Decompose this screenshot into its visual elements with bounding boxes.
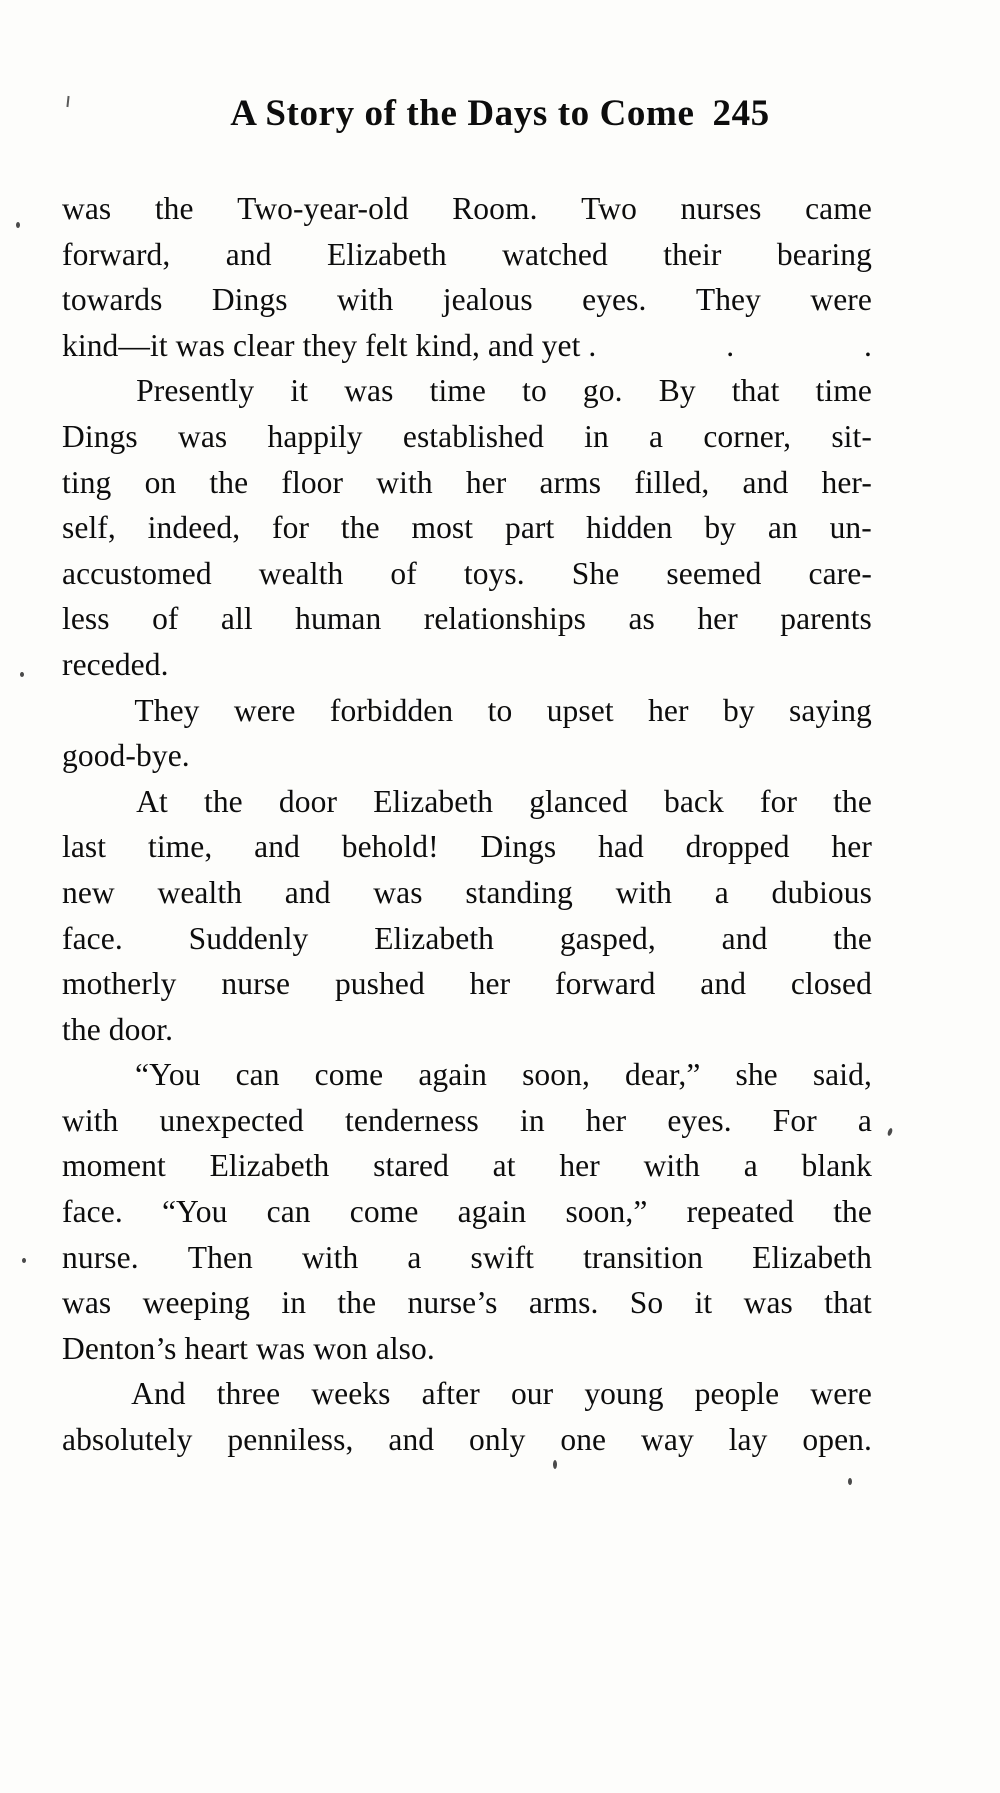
word: can — [266, 1194, 311, 1230]
word: were — [810, 1376, 872, 1412]
word: gasped, — [559, 920, 656, 956]
word: accustomed — [62, 555, 212, 591]
word: established — [402, 418, 544, 454]
word: pushed — [334, 966, 425, 1002]
word: again — [418, 1057, 488, 1093]
word: parents — [780, 601, 872, 637]
word: her — [697, 601, 738, 637]
word: as — [628, 601, 655, 637]
paragraph-2 — [62, 368, 872, 687]
word: forbidden — [329, 692, 454, 728]
word: and — [700, 966, 747, 1002]
word: swift — [470, 1239, 535, 1275]
word: her — [559, 1148, 600, 1184]
word: upset — [546, 692, 614, 728]
word: her — [585, 1102, 627, 1138]
word: their — [663, 236, 722, 272]
word: And — [131, 1376, 186, 1412]
word: wealth — [157, 874, 243, 910]
text-line — [62, 1235, 872, 1281]
word: eyes. — [667, 1102, 732, 1138]
text-line — [62, 1417, 872, 1463]
word: toys. — [463, 555, 525, 591]
word: towards — [62, 282, 163, 318]
paragraph-6 — [62, 1371, 872, 1462]
word: human — [295, 601, 382, 637]
word: nurse’s — [407, 1285, 498, 1321]
word: arms. — [528, 1285, 599, 1321]
text-line — [62, 779, 872, 825]
word: for — [272, 510, 310, 546]
word: hidden — [586, 510, 673, 546]
word: Two — [581, 191, 637, 226]
word: “You — [135, 1057, 201, 1093]
word: open. — [802, 1422, 872, 1458]
word: time — [429, 373, 486, 409]
word: For — [772, 1102, 817, 1138]
word: was — [373, 874, 423, 910]
word: repeated — [686, 1194, 795, 1230]
word: it — [694, 1285, 713, 1321]
word: by — [704, 510, 737, 546]
word: in — [584, 418, 609, 454]
word: They — [134, 692, 200, 728]
word: forward, — [62, 236, 171, 272]
word: was — [62, 191, 112, 226]
word: come — [349, 1194, 419, 1230]
running-title: A Story of the Days to Come — [230, 93, 695, 134]
word: for — [760, 783, 798, 819]
paragraph-indent — [62, 368, 100, 414]
word: care- — [808, 555, 872, 591]
paragraph-indent — [62, 1052, 100, 1098]
word: stared — [373, 1148, 449, 1184]
word: her — [469, 966, 511, 1002]
word: She — [571, 555, 620, 591]
word: came — [805, 191, 872, 226]
word: kind—it was clear they felt kind, and yet . — [62, 327, 597, 363]
word: dear,” — [625, 1057, 701, 1093]
word: after — [421, 1376, 480, 1412]
word: nurse — [221, 966, 291, 1002]
word: again — [457, 1194, 527, 1230]
word: were — [810, 282, 872, 318]
word: weeping — [142, 1285, 251, 1321]
paragraph-indent — [62, 688, 100, 734]
text-line — [62, 1189, 872, 1235]
word: in — [519, 1102, 545, 1138]
word: door — [278, 783, 338, 819]
word: with — [62, 1102, 119, 1138]
word: her — [831, 829, 872, 865]
word: the — [337, 1285, 377, 1321]
text-line — [62, 1007, 872, 1053]
word: new — [62, 874, 115, 910]
word: her — [465, 464, 507, 500]
word: Elizabeth — [374, 920, 495, 956]
word: lay — [728, 1422, 768, 1458]
paper-speck — [22, 1258, 26, 1263]
word: soon, — [522, 1057, 590, 1093]
word: back — [663, 783, 724, 819]
paper-speck — [553, 1460, 557, 1469]
word: behold! — [341, 829, 439, 865]
word: a — [714, 874, 729, 910]
paper-speck — [16, 222, 20, 228]
word: the — [154, 191, 194, 226]
paper-speck — [20, 672, 24, 677]
word: the — [203, 783, 243, 819]
word: the — [340, 510, 380, 546]
word: filled, — [634, 464, 710, 500]
word: were — [233, 692, 296, 728]
word: the — [833, 1194, 872, 1230]
word: eyes. — [582, 282, 647, 318]
text-line — [62, 961, 872, 1007]
word: arms — [539, 464, 602, 500]
word: of — [390, 555, 417, 591]
word: and — [742, 464, 789, 500]
word: closed — [790, 966, 872, 1002]
word: a — [649, 418, 664, 454]
text-line — [62, 688, 872, 734]
word: to — [522, 373, 547, 409]
word: unexpected — [159, 1102, 304, 1138]
word: said, — [812, 1057, 872, 1093]
word: and — [721, 920, 768, 956]
word: soon,” — [565, 1194, 648, 1230]
page-number: 245 — [712, 93, 770, 134]
word: bearing — [776, 236, 872, 272]
word: Room. — [452, 191, 538, 226]
word: the — [833, 920, 872, 956]
word: can — [235, 1057, 280, 1093]
text-line — [62, 460, 872, 506]
word: watched — [502, 236, 608, 272]
text-line — [62, 1280, 872, 1326]
page-header — [60, 92, 940, 135]
paragraph-4 — [62, 779, 872, 1053]
word: saying — [789, 692, 872, 728]
word: indeed, — [147, 510, 241, 546]
word: her- — [821, 464, 872, 500]
word: glanced — [529, 783, 628, 819]
text-line — [62, 642, 872, 688]
word: face. — [62, 1194, 123, 1230]
text-line — [62, 824, 872, 870]
word: one — [560, 1422, 607, 1458]
word: all — [220, 601, 253, 637]
text-line — [62, 505, 872, 551]
word: that — [824, 1285, 872, 1321]
word: people — [694, 1376, 780, 1412]
word: dubious — [771, 874, 872, 910]
word: Then — [187, 1239, 253, 1275]
word: part — [504, 510, 555, 546]
word: she — [735, 1057, 778, 1093]
word: Two-year-old — [237, 191, 409, 226]
word: Elizabeth — [326, 236, 447, 272]
text-line — [62, 1052, 872, 1098]
word: “You — [161, 1194, 228, 1230]
word: with — [376, 464, 433, 500]
word: tenderness — [344, 1102, 479, 1138]
word: standing — [465, 874, 573, 910]
text-line — [62, 232, 872, 278]
word: the door. — [62, 1011, 174, 1047]
word: motherly — [62, 966, 177, 1002]
word: on — [144, 464, 177, 500]
word: of — [152, 601, 179, 637]
paragraph-indent — [62, 1371, 100, 1417]
word: three — [216, 1376, 281, 1412]
word: ting — [62, 464, 112, 500]
word: with — [301, 1239, 359, 1275]
word: a — [407, 1239, 422, 1275]
word: by — [722, 692, 755, 728]
text-line — [62, 596, 872, 642]
word: Elizabeth — [209, 1148, 330, 1184]
word: her — [648, 692, 689, 728]
word: jealous — [442, 282, 533, 318]
word: go. — [582, 373, 623, 409]
paragraph-3 — [62, 688, 872, 779]
word: the — [833, 783, 872, 819]
word: it — [290, 373, 309, 409]
word: most — [411, 510, 474, 546]
text-line — [62, 551, 872, 597]
word: and — [388, 1422, 435, 1458]
word: way — [641, 1422, 694, 1458]
paragraph-indent — [62, 779, 100, 825]
word: was — [743, 1285, 793, 1321]
word: penniless, — [227, 1422, 354, 1458]
word: time — [815, 373, 872, 409]
word: weeks — [311, 1376, 391, 1412]
word: a — [857, 1102, 872, 1138]
word: with — [643, 1148, 700, 1184]
paper-speck — [848, 1478, 852, 1485]
word: transition — [583, 1239, 704, 1275]
paragraph-5 — [62, 1052, 872, 1371]
text-line — [62, 1098, 872, 1144]
word: with — [336, 282, 394, 318]
word: young — [584, 1376, 664, 1412]
word: So — [629, 1285, 664, 1321]
word: and — [254, 829, 300, 865]
word: less — [62, 601, 110, 637]
word: that — [731, 373, 780, 409]
word: happily — [267, 418, 363, 454]
word: self, — [62, 510, 116, 546]
word: They — [695, 282, 761, 318]
word: Elizabeth — [752, 1239, 872, 1275]
word: had — [598, 829, 644, 865]
word: nurse. — [62, 1239, 139, 1275]
word: By — [658, 373, 696, 409]
word: Elizabeth — [373, 783, 494, 819]
word: blank — [801, 1148, 872, 1184]
word: Dings — [480, 829, 557, 865]
word: Suddenly — [188, 920, 309, 956]
word: with — [615, 874, 672, 910]
word: forward — [555, 966, 656, 1002]
word: an — [767, 510, 798, 546]
word: face. — [62, 920, 123, 956]
text-line — [62, 186, 872, 232]
word: only — [469, 1422, 526, 1458]
text-line — [62, 1326, 872, 1372]
word: nurses — [680, 191, 762, 226]
word: moment — [62, 1148, 166, 1184]
paper-speck — [887, 1128, 893, 1137]
word: sit- — [831, 418, 872, 454]
word: Dings — [211, 282, 288, 318]
text-line — [62, 323, 872, 369]
word: and — [284, 874, 331, 910]
word: . — [864, 327, 872, 363]
word: Dings — [62, 418, 138, 454]
word: was — [62, 1285, 112, 1321]
word: our — [510, 1376, 554, 1412]
word: at — [492, 1148, 516, 1184]
word: un- — [829, 510, 872, 546]
word: was — [344, 373, 394, 409]
word: the — [209, 464, 249, 500]
word: floor — [281, 464, 344, 500]
text-line — [62, 870, 872, 916]
word: come — [314, 1057, 384, 1093]
paragraph-1 — [62, 186, 872, 368]
word: receded. — [62, 646, 169, 682]
word: dropped — [685, 829, 790, 865]
word: to — [487, 692, 513, 728]
word: wealth — [258, 555, 344, 591]
text-line — [62, 1371, 872, 1417]
word: time, — [147, 829, 213, 865]
text-line — [62, 414, 872, 460]
word: Presently — [136, 373, 255, 409]
word: good-bye. — [62, 738, 190, 774]
word: was — [177, 418, 228, 454]
text-line — [62, 368, 872, 414]
word: . — [726, 327, 735, 363]
word: relationships — [423, 601, 587, 637]
word: absolutely — [62, 1422, 193, 1458]
text-line — [62, 916, 872, 962]
word: seemed — [666, 555, 762, 591]
text-line — [62, 1143, 872, 1189]
text-line — [62, 733, 872, 779]
word: in — [281, 1285, 307, 1321]
body-text — [62, 186, 872, 1463]
word: last — [62, 829, 107, 865]
word: At — [136, 783, 168, 819]
word: and — [225, 236, 272, 272]
text-line — [62, 277, 872, 323]
word: corner, — [703, 418, 792, 454]
word: Denton’s heart was won also. — [62, 1330, 435, 1366]
word: a — [743, 1148, 758, 1184]
